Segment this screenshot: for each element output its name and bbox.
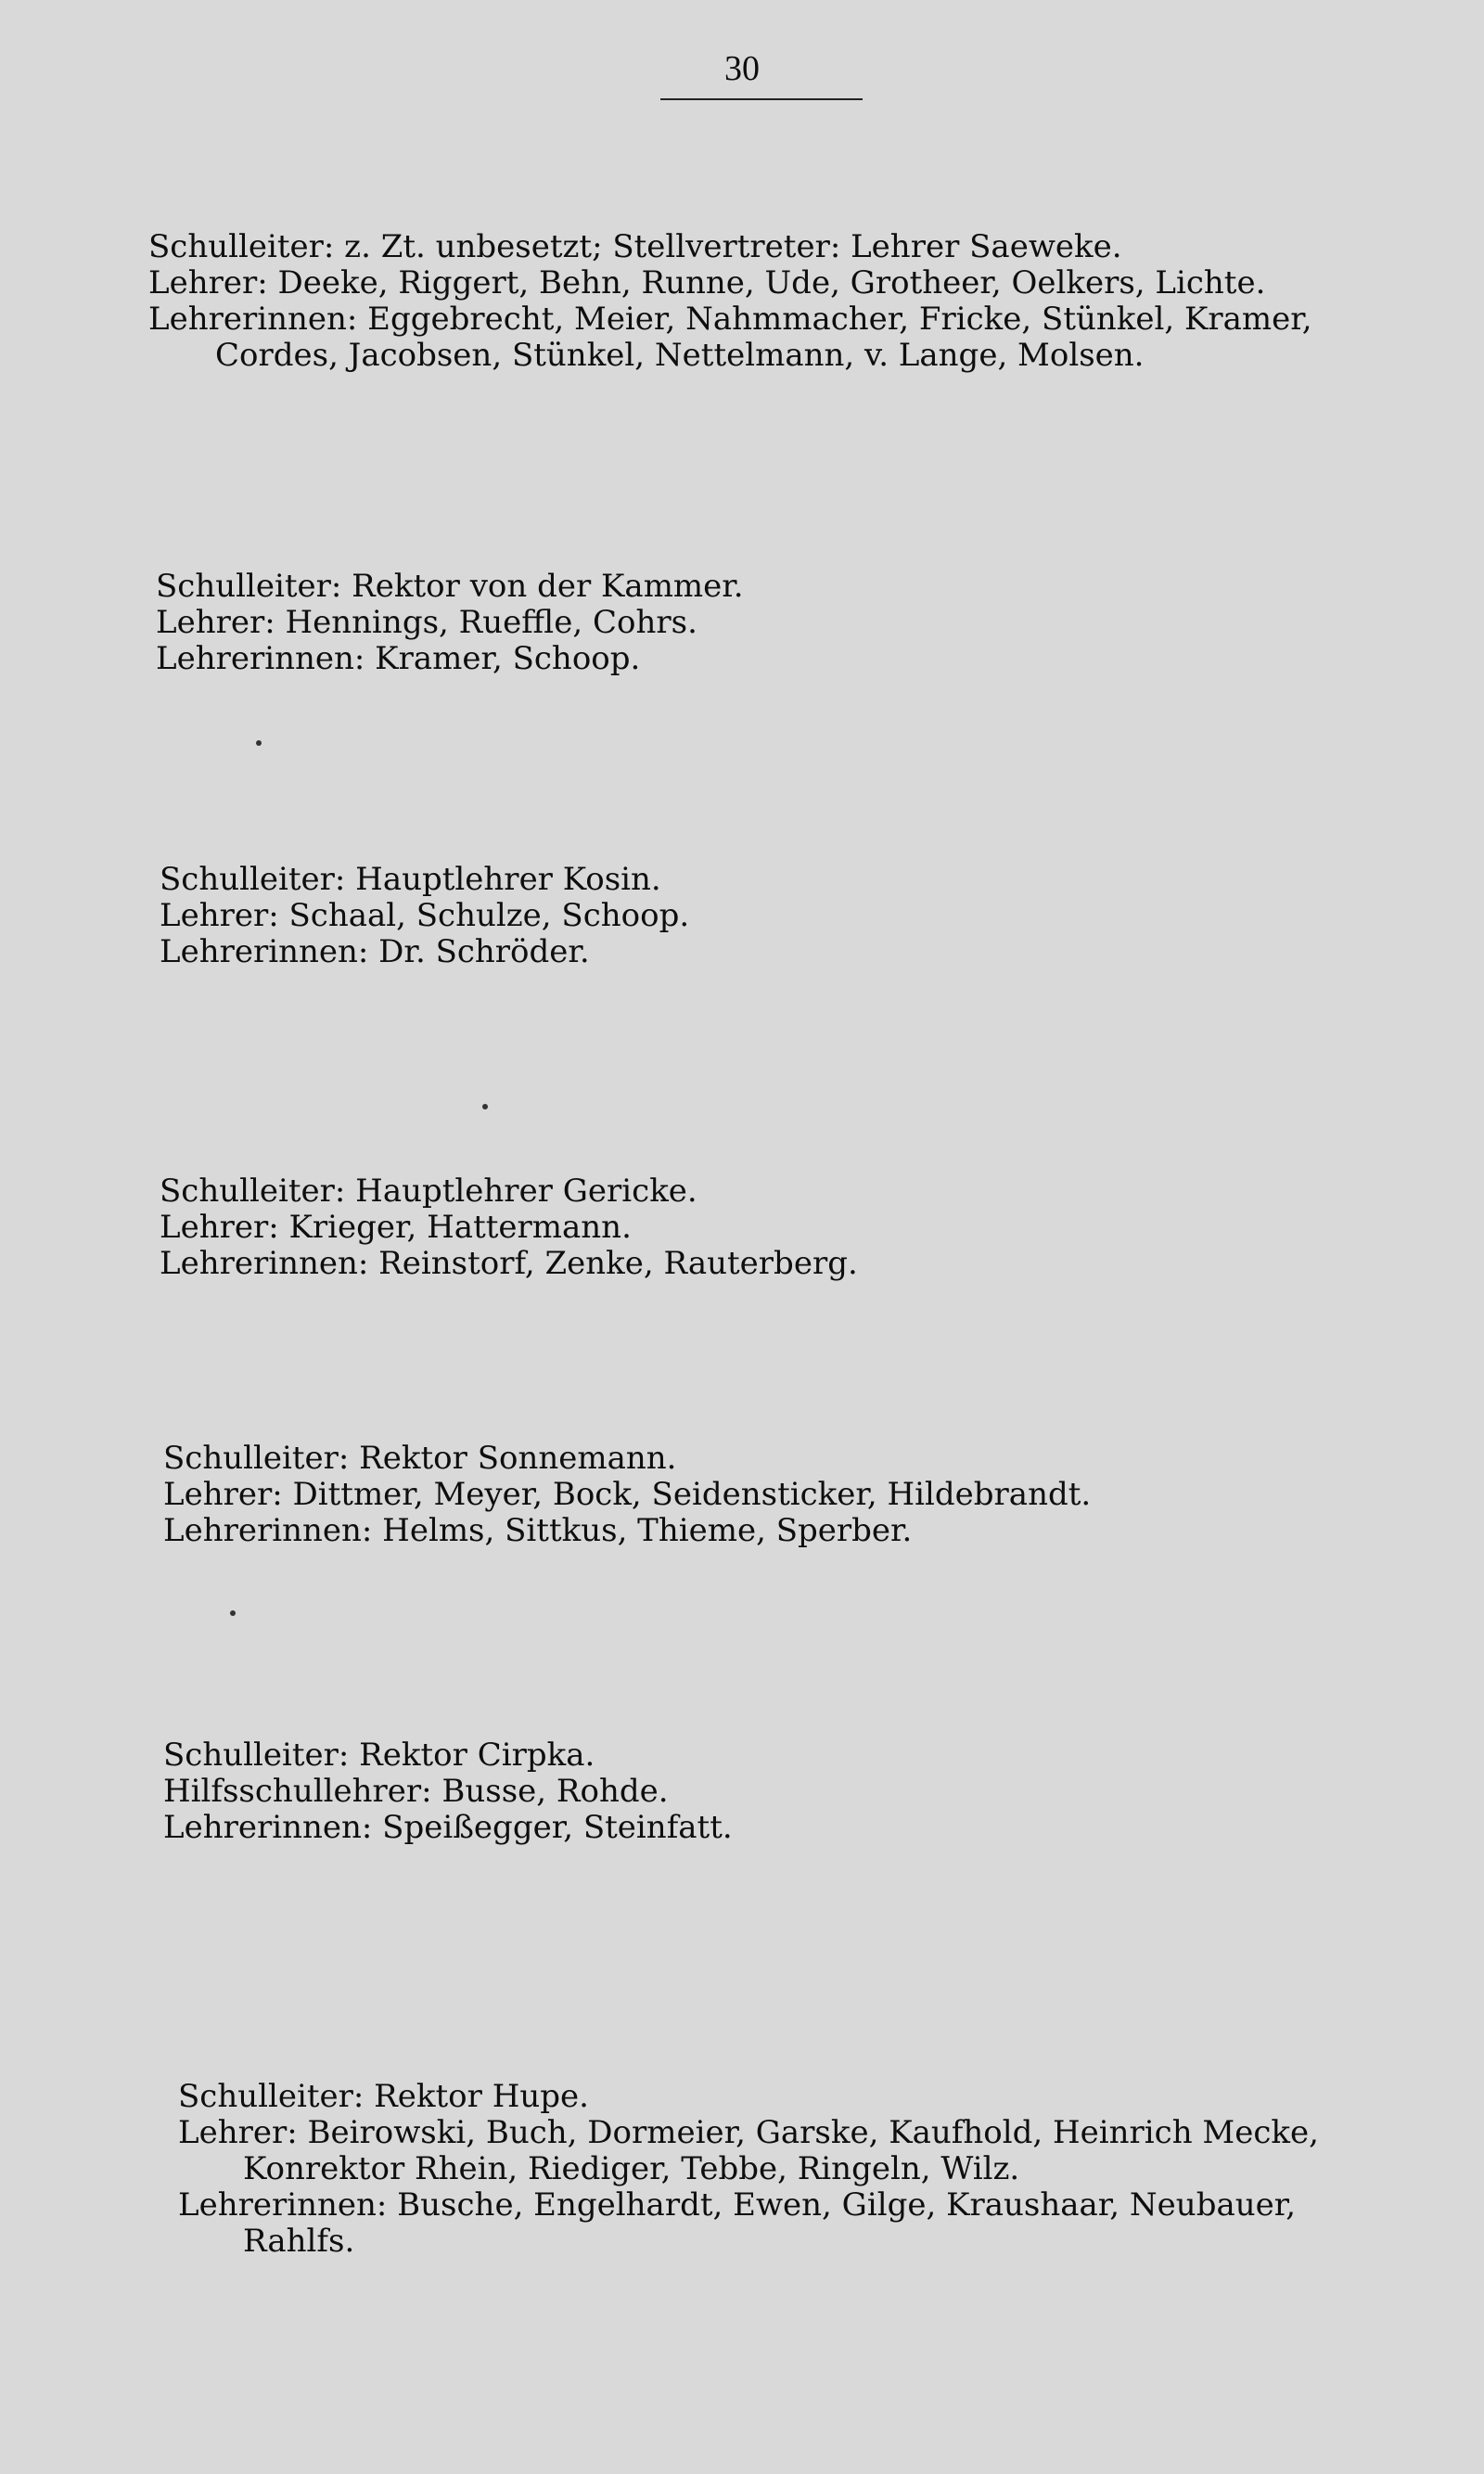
header-rule [660,98,863,100]
staff-line-headmaster: Schulleiter: z. Zt. unbesetzt; Stellvertreter: Lehrer Saeweke. [148,228,1122,265]
staff-line-female-teachers: Lehrerinnen: Dr. Schröder. [160,933,590,970]
staff-line-headmaster: Schulleiter: Hauptlehrer Kosin. [160,861,661,898]
staff-line-female-teachers-cont: Cordes, Jacobsen, Stünkel, Nettelmann, v. Lange, Molsen. [215,337,1145,374]
staff-line-female-teachers: Lehrerinnen: Speißegger, Steinfatt. [163,1809,733,1846]
staff-line-headmaster: Schulleiter: Rektor Sonnemann. [163,1440,677,1477]
staff-line-female-teachers: Lehrerinnen: Kramer, Schoop. [156,640,641,677]
staff-line-teachers: Lehrer: Schaal, Schulze, Schoop. [160,897,690,934]
speck-mark [230,1610,236,1616]
staff-line-teachers: Lehrer: Beirowski, Buch, Dormeier, Garske, Kaufhold, Heinrich Mecke, [178,2114,1319,2151]
staff-line-teachers: Lehrer: Dittmer, Meyer, Bock, Seidensticker, Hildebrandt. [163,1476,1092,1513]
speck-mark [256,740,262,746]
staff-line-teachers: Lehrer: Krieger, Hattermann. [160,1209,632,1246]
staff-line-headmaster: Schulleiter: Rektor Cirpka. [163,1737,595,1774]
staff-line-female-teachers: Lehrerinnen: Helms, Sittkus, Thieme, Sperber. [163,1512,913,1549]
staff-line-female-teachers: Lehrerinnen: Eggebrecht, Meier, Nahmmacher, Fricke, Stünkel, Kramer, [148,301,1312,338]
staff-line-female-teachers: Lehrerinnen: Reinstorf, Zenke, Rauterberg. [160,1245,858,1282]
staff-line-special-teachers: Hilfsschullehrer: Busse, Rohde. [163,1773,669,1810]
staff-line-teachers: Lehrer: Hennings, Rueffle, Cohrs. [156,604,697,641]
staff-line-female-teachers-cont: Rahlfs. [243,2223,355,2260]
staff-line-teachers-cont: Konrektor Rhein, Riediger, Tebbe, Ringeln, Wilz. [243,2150,1020,2187]
staff-line-headmaster: Schulleiter: Rektor Hupe. [178,2078,589,2115]
staff-line-headmaster: Schulleiter: Rektor von der Kammer. [156,568,744,605]
page-number: 30 [724,49,760,88]
staff-line-teachers: Lehrer: Deeke, Riggert, Behn, Runne, Ude, Grotheer, Oelkers, Lichte. [148,264,1266,301]
staff-line-female-teachers: Lehrerinnen: Busche, Engelhardt, Ewen, Gilge, Kraushaar, Neubauer, [178,2186,1297,2224]
speck-mark [482,1104,488,1109]
staff-line-headmaster: Schulleiter: Hauptlehrer Gericke. [160,1173,697,1210]
